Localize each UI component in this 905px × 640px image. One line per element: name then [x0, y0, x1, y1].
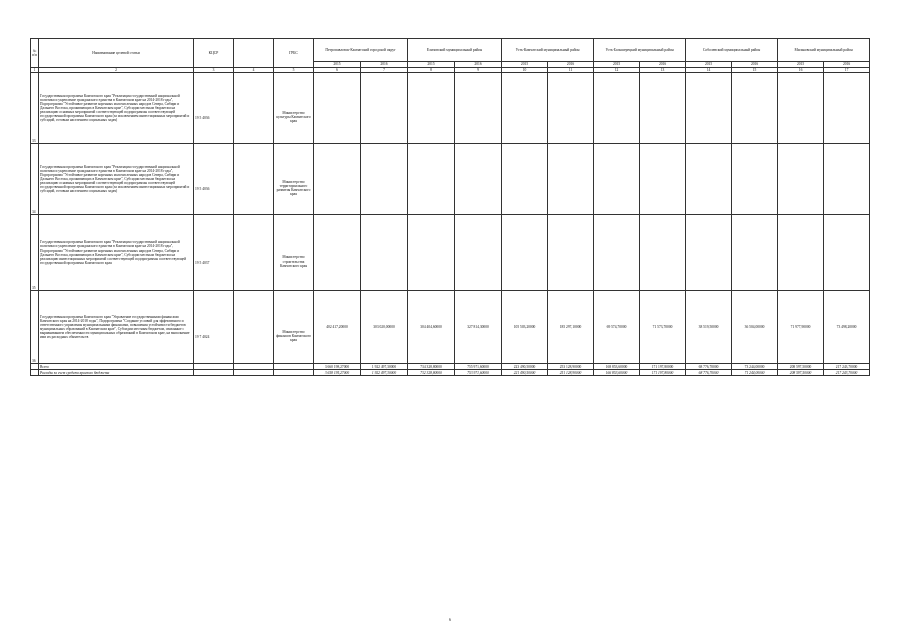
- row-value: [732, 144, 778, 215]
- row-value: 71 977,90000: [778, 291, 824, 364]
- row-value: 36 504,00000: [732, 291, 778, 364]
- row-value: 304 404,60000: [408, 291, 455, 364]
- row-number: 36: [31, 291, 39, 364]
- total-value: 221 490,50000: [502, 370, 548, 376]
- header-grbs: ГРБС: [274, 39, 314, 68]
- row-value: [778, 73, 824, 144]
- row-value: [732, 215, 778, 291]
- table-row: [31, 291, 870, 364]
- row-value: [824, 144, 870, 215]
- row-value: [686, 73, 732, 144]
- table-row: [31, 215, 870, 291]
- total-label: Всего: [39, 364, 194, 370]
- total-value: 73 244,00000: [732, 364, 778, 370]
- column-index: 5: [274, 68, 314, 73]
- total-value: 3 660 198,27000: [314, 364, 361, 370]
- total-label: Расходы за счет средств краевого бюджета: [39, 370, 194, 376]
- column-index: 10: [502, 68, 548, 73]
- row-kcsr: 19 5 4036: [194, 73, 234, 144]
- column-index: 9: [455, 68, 502, 73]
- total-value: 755 971,60000: [455, 364, 502, 370]
- total-value: 171 197,80000: [640, 364, 686, 370]
- row-value: [824, 215, 870, 291]
- row-value: 327 814,30000: [455, 291, 502, 364]
- column-index: 3: [194, 68, 234, 73]
- row-value: 402 417,20000: [314, 291, 361, 364]
- row-name: Государственная программа Камчатского края "Управление государственными финансами Камчатского края на 2014-2018 годы", Подпрограмма "Создание условий для эффективного и ответственного управления муниципальными финансами, повышения устойчивости бюджетов муниципальных образований в Камчатском крае", Субсидии местным бюджетам, связанные с выравниванием обеспеченности муниципальных образований в Камчатском крае, на выполнение ими их расходных обязательств: [39, 291, 194, 364]
- column-index: 11: [548, 68, 594, 73]
- row-number: 33: [31, 73, 39, 144]
- header-year: 2016: [824, 62, 870, 68]
- row-value: [502, 73, 548, 144]
- total-no: [31, 370, 39, 376]
- column-index: 15: [732, 68, 778, 73]
- table-body: [31, 68, 870, 376]
- column-index: 6: [314, 68, 361, 73]
- column-index: 1: [31, 68, 39, 73]
- header-year: 2016: [548, 62, 594, 68]
- header-year: 2016: [361, 62, 408, 68]
- row-name: Государственная программа Камчатского края "Реализация государственной национальной политики и укрепление гражданского единства в Камчатском крае на 2014-2018 годы", Подпрограмма "Устойчивое развитие коренных малочисленных народов Севера, Сибири и Дальнего Востока, проживающих в Камчатском крае", Субсидии местным бюджетам на реализацию инвестиционных мероприятий соответствующей подпрограммы соответствующей государственной программы Камчатского края: [39, 215, 194, 291]
- total-value: 217 243,70000: [824, 364, 870, 370]
- column-index: 13: [640, 68, 686, 73]
- total-value: 753 971,60000: [455, 370, 502, 376]
- row-value: [502, 144, 548, 215]
- total-value: 71 244,00000: [732, 370, 778, 376]
- row-value: [548, 215, 594, 291]
- row-value: [314, 215, 361, 291]
- header-no: № п/п: [31, 39, 39, 68]
- row-value: [314, 73, 361, 144]
- row-kcsr: 19 7 4024: [194, 291, 234, 364]
- row-value: [502, 215, 548, 291]
- header-region: Усть-Большерецкий муниципальный район: [594, 39, 686, 62]
- row-grbs: Министерство строительства Камчатского края: [274, 215, 314, 291]
- row-kcsr: 19 5 4036: [194, 144, 234, 215]
- row-value: [686, 215, 732, 291]
- row-value: [455, 144, 502, 215]
- total-blank: [194, 370, 234, 376]
- row-value: [455, 215, 502, 291]
- row-value: [548, 144, 594, 215]
- column-index: 7: [361, 68, 408, 73]
- total-value: 223 490,50000: [502, 364, 548, 370]
- total-value: 217 243,70000: [824, 370, 870, 376]
- row-grbs: Министерство культуры Камчатского края: [274, 73, 314, 144]
- row-blank: [234, 144, 274, 215]
- row-value: [408, 73, 455, 144]
- column-index: 14: [686, 68, 732, 73]
- header-year: 2015: [594, 62, 640, 68]
- row-value: [594, 215, 640, 291]
- row-grbs: Министерство территориального развития Камчатского края: [274, 144, 314, 215]
- total-value: 732 328,80000: [408, 370, 455, 376]
- row-blank: [234, 291, 274, 364]
- row-value: 303 020,00000: [361, 291, 408, 364]
- row-value: [640, 215, 686, 291]
- total-value: 208 597,50000: [778, 364, 824, 370]
- row-blank: [234, 73, 274, 144]
- row-name: Государственная программа Камчатского края "Реализация государственной национальной политики и укрепление гражданского единства в Камчатском крае на 2014-2018 годы", Подпрограмма "Устойчивое развитие коренных малочисленных народов Севера, Сибири и Дальнего Востока, проживающих в Камчатском крае", Субсидии местным бюджетам на реализацию основных мероприятий соответствующей подпрограммы соответствующей государственной программы Камчатского края (за исключением инвестиционных мероприятий и субсидий, готовым населением социальных задач): [39, 73, 194, 144]
- row-value: 69 574,70000: [594, 291, 640, 364]
- budget-table: [30, 38, 870, 376]
- row-number: 34: [31, 144, 39, 215]
- total-value: 1 922 497,30000: [361, 370, 408, 376]
- header-region: Елизовский муниципальный район: [408, 39, 502, 62]
- column-index: 8: [408, 68, 455, 73]
- page-number: 6: [449, 617, 451, 622]
- header-year: 2015: [502, 62, 548, 68]
- row-value: [824, 73, 870, 144]
- row-blank: [234, 215, 274, 291]
- total-value: 68 776,70000: [686, 370, 732, 376]
- row-value: [361, 73, 408, 144]
- row-value: 73 498,20000: [824, 291, 870, 364]
- total-blank: [234, 370, 274, 376]
- header-year: 2016: [640, 62, 686, 68]
- total-value: 168 853,60000: [594, 364, 640, 370]
- row-value: 105 503,20000: [502, 291, 548, 364]
- header-year: 2015: [314, 62, 361, 68]
- total-value: 166 853,60000: [594, 370, 640, 376]
- row-value: [548, 73, 594, 144]
- total-value: 3 658 195,27000: [314, 370, 361, 376]
- row-value: 38 519,50000: [686, 291, 732, 364]
- row-value: [640, 144, 686, 215]
- column-index: 2: [39, 68, 194, 73]
- row-number: 35: [31, 215, 39, 291]
- header-region: Усть-Камчатский муниципальный район: [502, 39, 594, 62]
- total-row: [31, 370, 870, 376]
- header-year: 2016: [732, 62, 778, 68]
- row-grbs: Министерство финансов Камчатского края: [274, 291, 314, 364]
- header-region: Мильковский муниципальный район: [778, 39, 870, 62]
- header-year: 2015: [686, 62, 732, 68]
- row-value: 71 573,70000: [640, 291, 686, 364]
- column-index: 12: [594, 68, 640, 73]
- column-index: 16: [778, 68, 824, 73]
- total-blank: [274, 370, 314, 376]
- header-year: 2015: [408, 62, 455, 68]
- total-value: 253 128,90000: [548, 364, 594, 370]
- column-index: 17: [824, 68, 870, 73]
- row-value: 185 297,10000: [548, 291, 594, 364]
- total-value: 171 197,80000: [640, 370, 686, 376]
- row-value: [361, 215, 408, 291]
- row-kcsr: 19 5 4037: [194, 215, 234, 291]
- row-value: [408, 144, 455, 215]
- row-value: [594, 73, 640, 144]
- row-value: [314, 144, 361, 215]
- row-value: [361, 144, 408, 215]
- column-index: 4: [234, 68, 274, 73]
- row-value: [455, 73, 502, 144]
- total-value: 251 128,90000: [548, 370, 594, 376]
- row-value: [732, 73, 778, 144]
- total-value: 734 328,80000: [408, 364, 455, 370]
- row-value: [594, 144, 640, 215]
- total-value: 208 597,50000: [778, 370, 824, 376]
- header-blank: [234, 39, 274, 68]
- row-value: [640, 73, 686, 144]
- row-value: [778, 144, 824, 215]
- header-kcsr: КЦСР: [194, 39, 234, 68]
- header-name: Наименование целевой статьи: [39, 39, 194, 68]
- table-row: [31, 144, 870, 215]
- total-value: 1 922 497,30000: [361, 364, 408, 370]
- row-value: [408, 215, 455, 291]
- row-value: [686, 144, 732, 215]
- header-region: Петропавловск-Камчатский городской округ: [314, 39, 408, 62]
- row-name: Государственная программа Камчатского края "Реализация государственной национальной политики и укрепление гражданского единства в Камчатском крае на 2014-2018 годы", Подпрограмма "Устойчивое развитие коренных малочисленных народов Севера, Сибири и Дальнего Востока, проживающих в Камчатском крае", Субсидии местным бюджетам на реализацию основных мероприятий соответствующей подпрограммы соответствующей государственной программы Камчатского края (за исключением инвестиционных мероприятий и субсидий, готовым населением социальных задач): [39, 144, 194, 215]
- header-year: 2015: [778, 62, 824, 68]
- total-value: 68 776,70000: [686, 364, 732, 370]
- header-year: 2016: [455, 62, 502, 68]
- header-region: Соболевский муниципальный район: [686, 39, 778, 62]
- row-value: [778, 215, 824, 291]
- table-row: [31, 73, 870, 144]
